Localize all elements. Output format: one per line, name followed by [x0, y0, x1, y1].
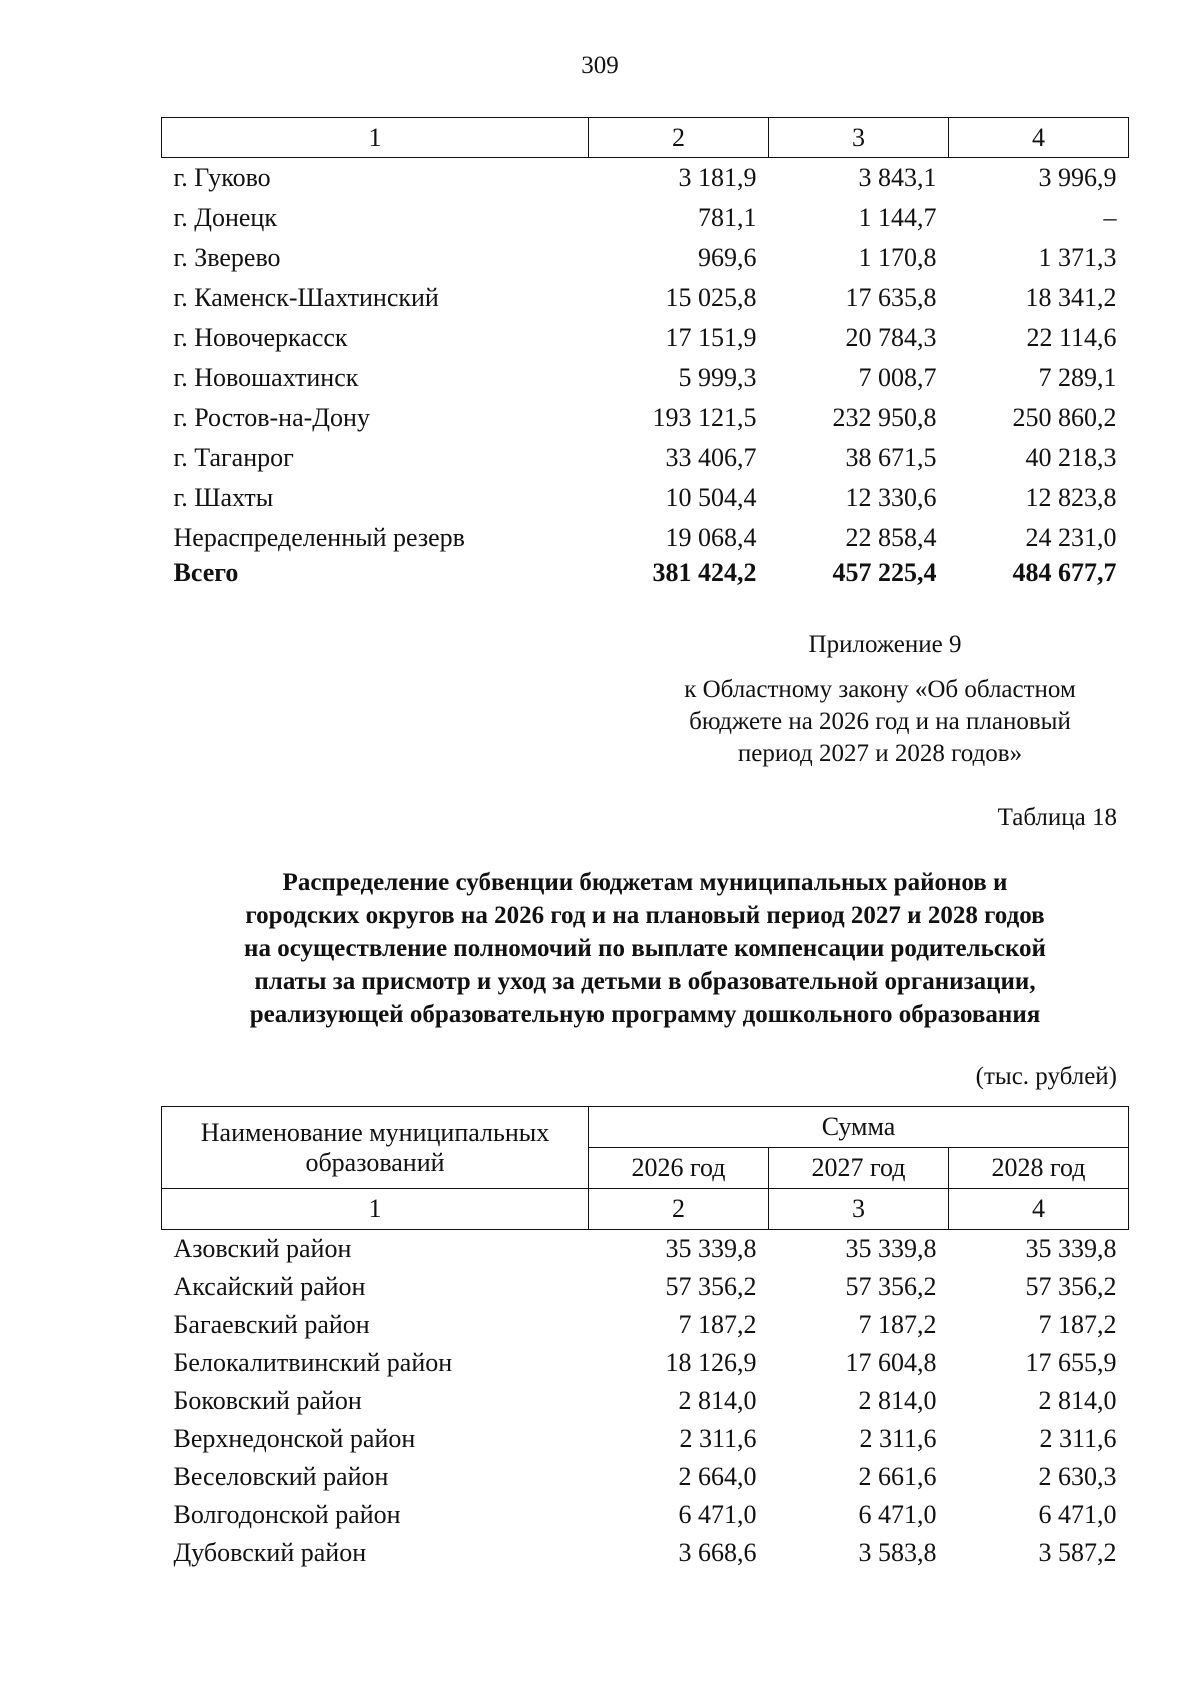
municipality-name: Аксайский район: [173, 1272, 366, 1301]
table-row: [162, 358, 1129, 398]
column-number: 1: [162, 1189, 589, 1230]
value-2028: 7 187,2: [1038, 1310, 1117, 1339]
value-2026: 17 151,9: [665, 323, 757, 352]
value-2026: 7 187,2: [678, 1310, 757, 1339]
table-row: [162, 478, 1129, 518]
total-2027: 457 225,4: [832, 558, 937, 587]
title-line: платы за присмотр и уход за детьми в образовательной организации,: [254, 968, 1036, 995]
page-number: 309: [581, 52, 619, 79]
table-row: [162, 1458, 1129, 1496]
value-2028: 7 289,1: [1038, 363, 1117, 392]
header-year: 2028 год: [949, 1148, 1129, 1189]
municipality-name: г. Зверево: [173, 243, 281, 272]
value-2027: 35 339,8: [845, 1234, 937, 1263]
total-row: [162, 558, 1129, 588]
municipality-name: Веселовский район: [173, 1462, 389, 1491]
value-2028: 2 814,0: [1038, 1386, 1117, 1415]
value-2028: 3 587,2: [1038, 1538, 1117, 1567]
value-2027: 38 671,5: [845, 443, 937, 472]
annex-reference-line: к Областному закону «Об областном: [684, 676, 1076, 703]
table-row: [162, 1306, 1129, 1344]
value-2027: 2 814,0: [858, 1386, 937, 1415]
value-2028: 2 630,3: [1038, 1462, 1117, 1491]
value-2028: 3 996,9: [1038, 163, 1117, 192]
value-2026: 33 406,7: [665, 443, 757, 472]
value-2027: 17 635,8: [845, 283, 937, 312]
table-row: [162, 518, 1129, 558]
municipality-name: г. Новошахтинск: [173, 363, 359, 392]
value-2026: 781,1: [698, 203, 757, 232]
value-2028: 18 341,2: [1025, 283, 1117, 312]
municipality-name: Волгодонской район: [173, 1500, 401, 1529]
municipality-name: г. Новочеркасск: [173, 323, 348, 352]
value-2027: 7 008,7: [858, 363, 937, 392]
value-2028: 1 371,3: [1038, 243, 1117, 272]
table-row: [162, 1496, 1129, 1534]
municipality-name: Боковский район: [173, 1386, 362, 1415]
title-line: Распределение субвенции бюджетам муниципальных районов и: [282, 869, 1008, 896]
value-2026: 3 668,6: [678, 1538, 757, 1567]
value-2026: 15 025,8: [665, 283, 757, 312]
table-row: [162, 398, 1129, 438]
value-2028: 24 231,0: [1025, 523, 1117, 552]
value-2027: 3 843,1: [858, 163, 937, 192]
header-row: [162, 1107, 1129, 1148]
municipality-name: г. Гуково: [173, 163, 271, 192]
table-row: [162, 198, 1129, 238]
header-year: 2026 год: [589, 1148, 769, 1189]
value-2026: 57 356,2: [665, 1272, 757, 1301]
column-number-row: [162, 118, 1129, 158]
title-line: на осуществление полномочий по выплате компенсации родительской: [244, 935, 1046, 962]
continued-table: [161, 117, 1129, 588]
municipality-name: г. Таганрог: [173, 443, 294, 472]
annex-reference-line: бюджете на 2026 год и на плановый: [689, 708, 1071, 735]
value-2026: 3 181,9: [678, 163, 757, 192]
value-2026: 2 311,6: [679, 1424, 757, 1453]
column-number: 2: [589, 118, 769, 158]
column-number: 4: [949, 118, 1129, 158]
header-municipality-line: образований: [305, 1147, 445, 1177]
value-2027: 7 187,2: [858, 1310, 937, 1339]
value-2026: 6 471,0: [678, 1500, 757, 1529]
municipality-name: Багаевский район: [173, 1310, 370, 1339]
table-row: [162, 238, 1129, 278]
value-2026: 18 126,9: [665, 1348, 757, 1377]
title-line: реализующей образовательную программу дошкольного образования: [249, 1001, 1041, 1028]
value-2027: 232 950,8: [832, 403, 937, 432]
value-2026: 35 339,8: [665, 1234, 757, 1263]
value-2028: 2 311,6: [1039, 1424, 1117, 1453]
value-2028: 12 823,8: [1025, 483, 1117, 512]
value-2027: 12 330,6: [845, 483, 937, 512]
value-2026: 193 121,5: [652, 403, 757, 432]
municipality-name: Верхнедонской район: [173, 1424, 416, 1453]
table-row: [162, 1534, 1129, 1572]
value-2026: 19 068,4: [665, 523, 757, 552]
annex-reference: [655, 674, 1105, 770]
column-number: 3: [769, 1189, 949, 1230]
value-2026: 2 664,0: [678, 1462, 757, 1491]
value-2028: 40 218,3: [1025, 443, 1117, 472]
table-row: [162, 1382, 1129, 1420]
municipality-name: Нераспределенный резерв: [173, 523, 465, 552]
value-2027: 17 604,8: [845, 1348, 937, 1377]
table-row: [162, 1268, 1129, 1306]
value-2027: 1 144,7: [858, 203, 937, 232]
annex-title: Приложение 9: [808, 631, 962, 658]
column-number: 3: [769, 118, 949, 158]
municipality-name: Белокалитвинский район: [173, 1348, 453, 1377]
total-2026: 381 424,2: [652, 558, 757, 587]
column-number-row: [162, 1189, 1129, 1230]
value-2027: 6 471,0: [858, 1500, 937, 1529]
header-municipality: [162, 1107, 589, 1189]
value-2026: 10 504,4: [665, 483, 757, 512]
annex-reference-line: период 2027 и 2028 годов»: [737, 740, 1023, 767]
value-2027: 2 311,6: [859, 1424, 937, 1453]
subvention-table: [161, 1106, 1129, 1572]
table-row: [162, 318, 1129, 358]
units-label: (тыс. рублей): [975, 1063, 1117, 1090]
municipality-name: Дубовский район: [173, 1538, 367, 1567]
document-title: [160, 866, 1130, 1031]
column-number: 4: [949, 1189, 1129, 1230]
value-2027: 1 170,8: [858, 243, 937, 272]
table-row: [162, 278, 1129, 318]
value-2028: 35 339,8: [1025, 1234, 1117, 1263]
value-2027: 20 784,3: [845, 323, 937, 352]
table-row: [162, 1420, 1129, 1458]
value-2027: 3 583,8: [858, 1538, 937, 1567]
value-2027: 57 356,2: [845, 1272, 937, 1301]
municipality-name: г. Шахты: [173, 483, 274, 512]
value-2028: 57 356,2: [1025, 1272, 1117, 1301]
column-number: 2: [589, 1189, 769, 1230]
table-number: Таблица 18: [997, 804, 1117, 831]
value-2028: –: [1103, 203, 1117, 232]
header-municipality-line: Наименование муниципальных: [200, 1117, 550, 1147]
total-2028: 484 677,7: [1012, 558, 1117, 587]
municipality-name: Азовский район: [173, 1234, 352, 1263]
header-year: 2027 год: [769, 1148, 949, 1189]
value-2027: 2 661,6: [858, 1462, 937, 1491]
value-2028: 17 655,9: [1025, 1348, 1117, 1377]
total-label: Всего: [173, 558, 239, 587]
column-number: 1: [162, 118, 589, 158]
value-2028: 22 114,6: [1026, 323, 1117, 352]
header-sum: Сумма: [589, 1107, 1129, 1148]
value-2026: 5 999,3: [678, 363, 757, 392]
table-row: [162, 1230, 1129, 1269]
value-2027: 22 858,4: [845, 523, 937, 552]
municipality-name: г. Каменск-Шахтинский: [173, 283, 439, 312]
value-2028: 250 860,2: [1012, 403, 1117, 432]
municipality-name: г. Ростов-на-Дону: [173, 403, 370, 432]
value-2028: 6 471,0: [1038, 1500, 1117, 1529]
value-2026: 969,6: [698, 243, 757, 272]
title-line: городских округов на 2026 год и на плановый период 2027 и 2028 годов: [245, 902, 1045, 929]
table-row: [162, 158, 1129, 199]
value-2026: 2 814,0: [678, 1386, 757, 1415]
table-row: [162, 1344, 1129, 1382]
municipality-name: г. Донецк: [173, 203, 277, 232]
table-row: [162, 438, 1129, 478]
